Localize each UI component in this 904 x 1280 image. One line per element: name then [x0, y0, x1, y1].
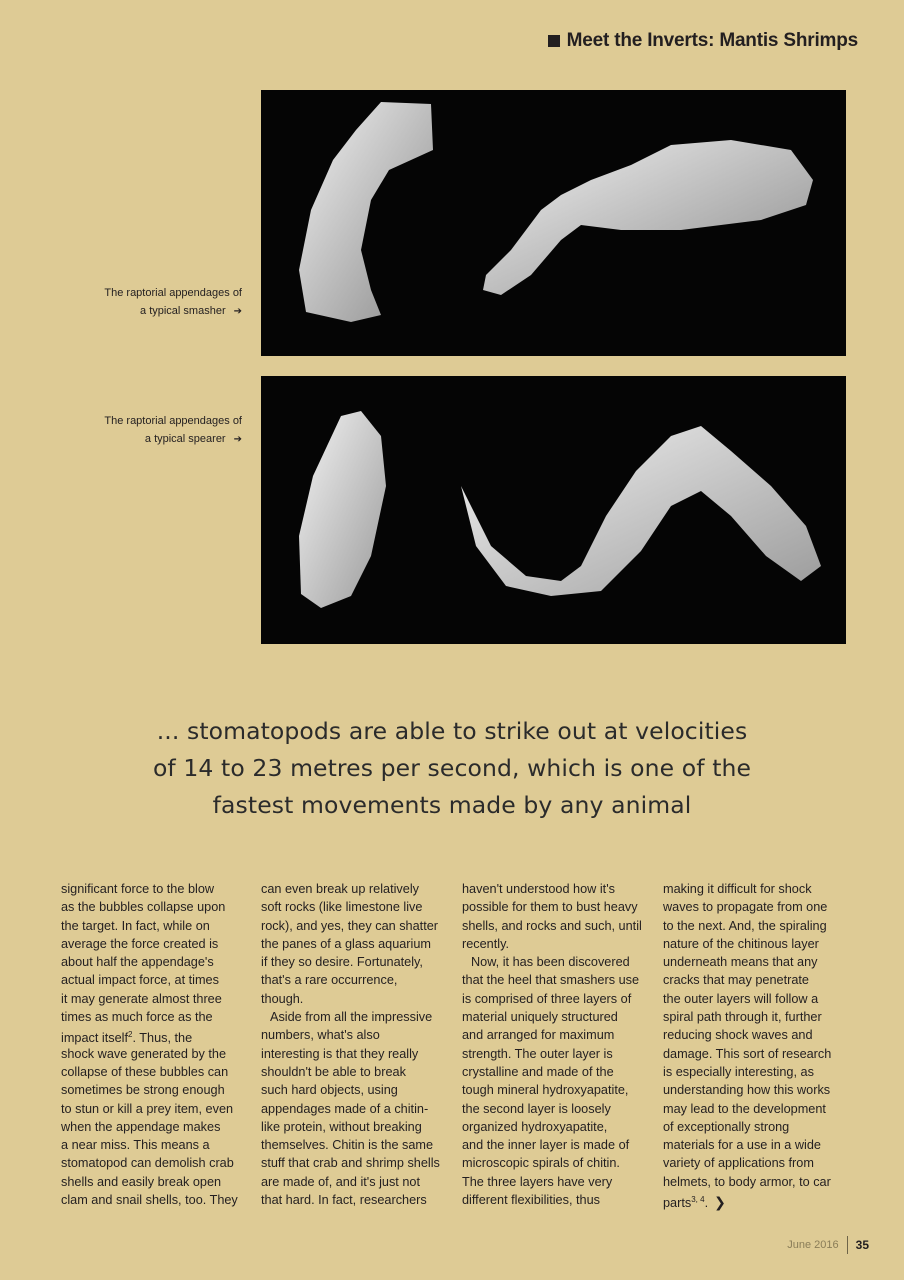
text-line: can even break up relatively: [261, 882, 419, 896]
text-line: rock), and yes, they can shatter: [261, 918, 439, 933]
text-line: appendages made of a chitin-: [261, 1101, 429, 1116]
text-line: materials for a use in a wide: [663, 1138, 821, 1153]
text-line: reducing shock waves and: [663, 1028, 813, 1043]
text-line: nature of the chitinous layer: [663, 936, 819, 951]
text-line: microscopic spirals of chitin.: [462, 1156, 620, 1171]
text-line: clam and snail shells, too. They: [61, 1193, 238, 1208]
text-line: are made of, and it's just not: [261, 1174, 420, 1189]
text-line: and arranged for maximum: [462, 1028, 615, 1043]
text-line: shells, and rocks and such, until: [462, 918, 642, 933]
text-line: significant force to the blow: [61, 882, 215, 896]
text-line: actual impact force, at times: [61, 973, 219, 988]
text-line: spiral path through it, further: [663, 1010, 822, 1025]
text-column-4: [663, 880, 849, 1209]
text-line: stomatopod can demolish crab: [61, 1156, 234, 1171]
continue-chevron-icon: ❯: [714, 1194, 726, 1211]
issue-date: June 2016: [787, 1239, 839, 1251]
text-line: the outer layers will follow a: [663, 991, 819, 1006]
text-line: interesting is that they really: [261, 1046, 419, 1061]
text-line: helmets, to body armor, to car: [663, 1174, 831, 1189]
text-line: about half the appendage's: [61, 955, 214, 970]
text-fragment: parts: [663, 1196, 692, 1211]
text-fragment: . Thus, the: [132, 1031, 193, 1046]
text-line: understanding how this works: [663, 1083, 831, 1098]
text-line: the target. In fact, while on: [61, 918, 210, 933]
footnote-ref: 2: [127, 1030, 133, 1040]
arrow-right-icon: ➔: [233, 434, 242, 445]
text-line: themselves. Chitin is the same: [261, 1138, 434, 1153]
text-line: such hard objects, using: [261, 1083, 398, 1098]
spearer-caption: The raptorial appendages of a typical spearer ➔: [104, 415, 242, 445]
text-line: times as much force as the: [61, 1010, 213, 1025]
footer-divider: [847, 1236, 848, 1254]
smasher-caption: The raptorial appendages of a typical smasher ➔: [104, 287, 242, 317]
text-line: average the force created is: [61, 936, 219, 951]
section-header: [548, 30, 858, 52]
text-line: as the bubbles collapse upon: [61, 900, 226, 915]
text-line: The three layers have very: [462, 1174, 613, 1189]
section-title: Meet the Inverts: Mantis Shrimps: [566, 30, 858, 51]
arrow-right-icon: ➔: [233, 306, 242, 317]
text-line: crystalline and made of the: [462, 1064, 614, 1079]
text-line: though.: [261, 991, 304, 1006]
text-line: Now, it has been discovered: [471, 955, 630, 970]
text-line: to the next. And, the spiraling: [663, 918, 827, 933]
text-fragment: .: [704, 1196, 709, 1211]
text-line: when the appendage makes: [61, 1119, 221, 1134]
text-line: may lead to the development: [663, 1101, 826, 1116]
text-line: sometimes be strong enough: [61, 1083, 225, 1098]
text-line: damage. This sort of research: [663, 1046, 832, 1061]
text-line: shells and easily break open: [61, 1174, 222, 1189]
pull-quote: ... stomatopods are able to strike out at velocities of 14 to 23 metres per second, which is one of the fastest movements made by any animal: [152, 717, 752, 819]
text-line: is comprised of three layers of: [462, 991, 632, 1006]
footnote-ref: 3, 4: [691, 1195, 705, 1205]
spearer-appendages-photo: [261, 376, 846, 644]
text-column-1: [61, 880, 247, 1209]
square-bullet-icon: [548, 35, 560, 47]
text-line: waves to propagate from one: [663, 900, 828, 915]
text-line: that the heel that smashers use: [462, 973, 640, 988]
text-line: to stun or kill a prey item, even: [61, 1101, 234, 1116]
text-line: soft rocks (like limestone live: [261, 900, 423, 915]
page-footer: [787, 1236, 869, 1254]
text-column-2: [261, 880, 447, 1209]
text-line: [663, 1191, 849, 1209]
text-line: is especially interesting, as: [663, 1064, 814, 1079]
text-line: if they so desire. Fortunately,: [261, 955, 423, 970]
text-line: numbers, what's also: [261, 1028, 380, 1043]
text-line: shouldn't be able to break: [261, 1064, 406, 1079]
text-line: impact itself$^2$. Thus, the: [61, 1030, 193, 1046]
text-line: underneath means that any: [663, 955, 818, 970]
text-line: a near miss. This means a: [61, 1138, 210, 1153]
text-line: the second layer is loosely: [462, 1101, 611, 1116]
text-line: that hard. In fact, researchers: [261, 1193, 427, 1208]
text-line: possible for them to bust heavy: [462, 900, 638, 915]
text-line: Aside from all the impressive: [270, 1010, 433, 1025]
text-line: stuff that crab and shrimp shells: [261, 1156, 440, 1171]
text-line: cracks that may penetrate: [663, 973, 809, 988]
text-line: organized hydroxyapatite,: [462, 1119, 608, 1134]
text-line: that's a rare occurrence,: [261, 973, 398, 988]
text-line: of exceptionally strong: [663, 1119, 790, 1134]
text-line: collapse of these bubbles can: [61, 1064, 229, 1079]
text-line: strength. The outer layer is: [462, 1046, 613, 1061]
smasher-appendages-photo: [261, 90, 846, 356]
text-line: making it difficult for shock: [663, 882, 812, 896]
text-line: tough mineral hydroxyapatite,: [462, 1083, 629, 1098]
text-line: like protein, without breaking: [261, 1119, 422, 1134]
text-column-3: [462, 880, 648, 1209]
text-line: it may generate almost three: [61, 991, 222, 1006]
text-line: the panes of a glass aquarium: [261, 936, 431, 951]
text-line: and the inner layer is made of: [462, 1138, 630, 1153]
text-line: material uniquely structured: [462, 1010, 618, 1025]
text-line: different flexibilities, thus: [462, 1193, 600, 1208]
text-line: haven't understood how it's: [462, 882, 615, 896]
page-number: 35: [855, 1238, 869, 1252]
text-line: shock wave generated by the: [61, 1046, 227, 1061]
text-line: recently.: [462, 936, 510, 951]
text-line: variety of applications from: [663, 1156, 814, 1171]
